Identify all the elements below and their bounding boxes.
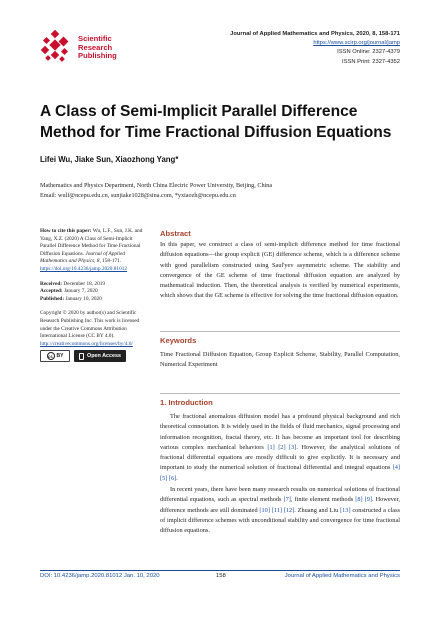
intro-paragraph-1: The fractional anomalous diffusion model has a profound physical background and rich theoretical connotation. It is widely used in the fields of fluid mechanics, signal processing and information recognition, fractal theory, etc. It has become an important tool for describing various complex mechanical behaviors [1] [2] [3]. However, the analytical solutions of fractional differential equations are mostly difficult to give explicitly. It is necessary and important to study the numerical solution of fractional differential and integral equations [4] [5] [6]. — [160, 413, 400, 482]
open-access-label: Open Access — [87, 352, 121, 359]
journal-info — [230, 30, 400, 67]
article-title: A Class of Semi-Implicit Parallel Difference Method for Time Fractional Diffusion Equations — [40, 103, 392, 141]
copyright-block — [40, 310, 146, 362]
abstract-heading: Abstract — [160, 229, 191, 238]
cc-icon: cc — [48, 353, 53, 359]
keywords-text: Time Fractional Diffusion Equation, Group Explicit Scheme, Stability, Parallel Computation, Numerical Experiment — [160, 351, 400, 369]
section-divider — [160, 331, 400, 332]
footer-doi[interactable]: DOI: 10.4236/jamp.2020.81012 Jan. 10, 2020 — [40, 573, 160, 579]
cite-doi-link[interactable]: https://doi.org/10.4236/jamp.2020.81012 — [40, 265, 128, 272]
citation-block — [40, 228, 146, 274]
footer-journal: Journal of Applied Mathematics and Physics — [284, 573, 400, 579]
affiliation: Mathematics and Physics Department, North China Electric Power University, Beijing, China — [40, 182, 273, 189]
reference-link[interactable]: [4] [5] [6] — [160, 464, 400, 482]
section-divider — [160, 393, 400, 394]
dates-block — [40, 281, 146, 304]
cite-text: Wu, L.F., Sun, J.K. and Yang, X.Z. (2020) A Class of Semi-Implicit Parallel Difference Method for Time Fractional Diffusion Equations. — [40, 228, 143, 257]
license-badges — [40, 350, 146, 362]
affiliation-block — [40, 181, 272, 201]
license-link[interactable]: http://creativecommons.org/licenses/by/4.0/ — [40, 340, 133, 347]
copyright-text: Copyright © 2020 by author(s) and Scientific Research Publishing Inc. This work is licensed under the Creative Commons Attribution International License (CC BY 4.0). — [40, 310, 140, 340]
cc-by-badge[interactable] — [40, 350, 70, 362]
cite-volume: 8, — [96, 258, 101, 265]
introduction-body — [160, 412, 400, 538]
reference-link[interactable]: [13] — [340, 506, 351, 514]
scirp-logo-icon — [40, 30, 74, 64]
intro-paragraph-2: In recent years, there have been many research results on numerical solutions of fractional differential equations, such as spectral methods [7], finite element methods [8] [9]. However, difference methods are still dominated [10] [11] [12]. Zhuang and Liu [13] constructed a class of implicit difference schemes with unconditional stability and convergence for time fractional diffusion equations. — [160, 486, 400, 535]
received-line: Received: December 18, 2019 — [40, 280, 106, 287]
by-label: BY — [56, 352, 64, 359]
open-lock-icon — [79, 353, 84, 360]
email-line: Email: wulf@ncepu.edu.cn, sunjiake1028@sina.com, *yxiaozh@ncepu.edu.cn — [40, 192, 236, 199]
journal-url-link[interactable]: https://www.scirp.org/journal/jamp — [313, 40, 400, 47]
keywords-heading: Keywords — [160, 336, 197, 345]
cite-journal: Journal of Applied Mathematics and Physics, — [40, 250, 126, 265]
journal-citation: Journal of Applied Mathematics and Physics, 2020, 8, 158-171 — [230, 31, 400, 37]
page-header — [40, 30, 400, 80]
issn-online: ISSN Online: 2327-4379 — [337, 49, 400, 56]
introduction-heading: 1. Introduction — [160, 398, 213, 407]
accepted-line: Accepted: January 7, 2020 — [40, 288, 98, 295]
footer-divider — [40, 570, 400, 571]
page-number: 158 — [216, 573, 226, 579]
reference-link[interactable]: [10] [11] [12] — [259, 506, 295, 514]
reference-link[interactable]: [7] — [283, 496, 291, 504]
cite-pages: 158-171. — [102, 258, 122, 265]
article-authors: Lifei Wu, Jiake Sun, Xiaozhong Yang* — [40, 155, 179, 164]
publisher-logo[interactable] — [40, 30, 170, 70]
reference-link[interactable]: [8] [9] — [355, 496, 372, 504]
publisher-name: Scientific Research Publishing — [78, 34, 117, 61]
open-access-badge[interactable] — [74, 350, 126, 362]
abstract-text: In this paper, we construct a class of semi-implicit difference method for time fractional diffusion equations—the group explicit (GE) difference scheme, which is a difference scheme with good parallelism constructed using Saul'yev asymmetric scheme. The stability and convergence of the GE scheme of time fractional diffusion equation are analyzed by mathematical induction. Then, the theoretical analysis is verified by numerical experiments, which shows that the GE scheme is effective for solving the time fractional diffusion equation. — [160, 241, 400, 300]
cite-label: How to cite this paper: — [40, 228, 92, 234]
issn-print: ISSN Print: 2327-4352 — [341, 58, 400, 65]
reference-link[interactable]: [1] [2] [3] — [267, 443, 297, 451]
published-line: Published: January 10, 2020 — [40, 295, 102, 302]
article-sidebar — [40, 228, 146, 369]
